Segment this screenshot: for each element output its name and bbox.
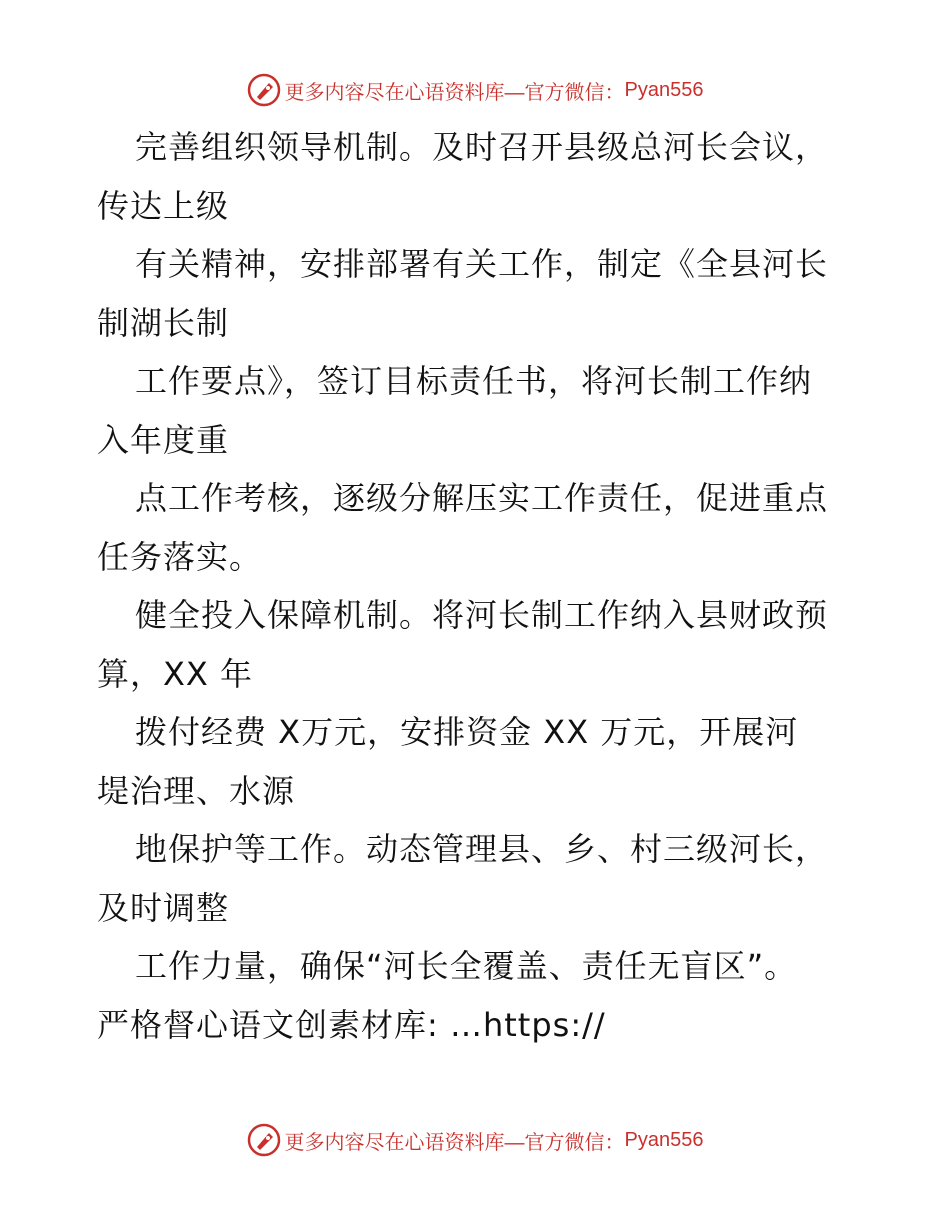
text-line: 工作力量，确保“河长全覆盖、责任无盲区”。 xyxy=(135,947,798,985)
text-line: 健全投入保障机制。将河长制工作纳入县财政预 xyxy=(135,596,829,634)
header-brand-text: 更多内容尽在心语资料库 xyxy=(284,79,505,104)
header-contact-label: —官方微信： xyxy=(504,81,625,104)
text-line: 点工作考核，逐级分解压实工作责任，促进重点 xyxy=(135,479,829,517)
text-line: 工作要点》，签订目标责任书，将河长制工作纳 xyxy=(135,362,813,400)
text-line: 完善组织领导机制。及时召开县级总河长会议， xyxy=(135,128,829,166)
header-watermark-banner xyxy=(0,70,950,110)
text-line: 及时调整 xyxy=(97,888,230,927)
text-line: 有关精神，安排部署有关工作，制定《全县河长 xyxy=(135,245,829,283)
text-line: 传达上级 xyxy=(97,186,230,225)
text-line: 入年度重 xyxy=(97,420,230,459)
text-line: 算，XX 年 xyxy=(97,654,254,693)
text-line: 制湖长制 xyxy=(97,303,230,342)
footer-brand-text: 更多内容尽在心语资料库 xyxy=(284,1129,505,1154)
text-line: 拨付经费 X万元，安排资金 XX 万元，开展河 xyxy=(135,713,799,751)
pen-nib-logo-icon xyxy=(247,73,281,107)
document-body xyxy=(97,118,867,1054)
pen-nib-logo-icon xyxy=(247,1123,281,1157)
text-line: 严格督心语文创素材库: …https:// xyxy=(97,1005,606,1044)
text-line: 堤治理、水源 xyxy=(97,771,296,810)
text-line: 任务落实。 xyxy=(97,537,263,576)
text-line: 地保护等工作。动态管理县、乡、村三级河长， xyxy=(135,830,829,868)
footer-contact-label: —官方微信： xyxy=(504,1131,625,1154)
footer-wechat-id: Pyan556 xyxy=(624,1128,704,1151)
footer-watermark-banner xyxy=(0,1120,950,1160)
header-wechat-id: Pyan556 xyxy=(624,78,704,101)
